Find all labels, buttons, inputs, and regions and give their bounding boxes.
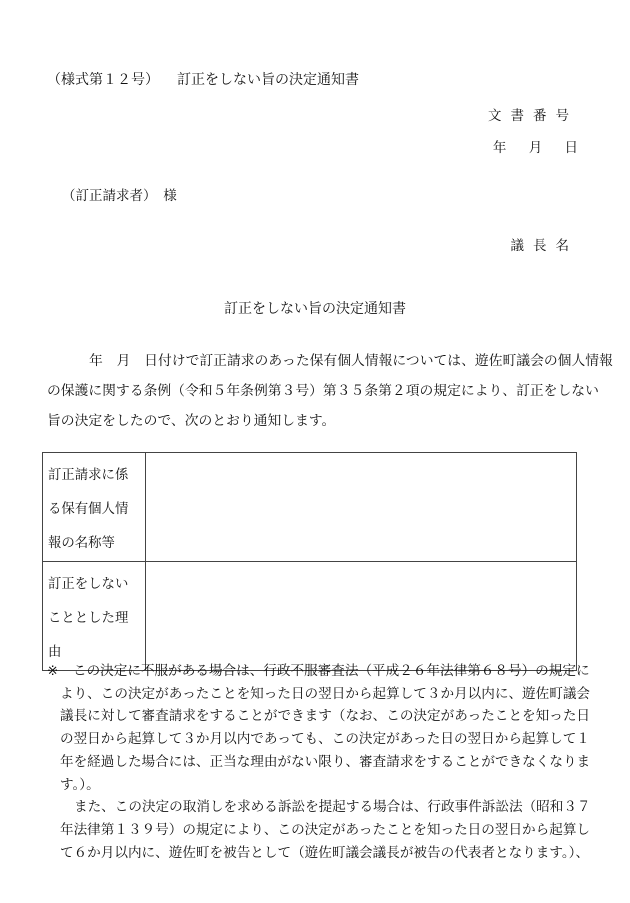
- row2-label-line-1: 訂正をしない: [48, 577, 129, 592]
- document-number-label: 文書番号: [488, 108, 578, 124]
- row2-label-line-3: 由: [48, 645, 62, 660]
- document-title: 訂正をしない旨の決定通知書: [224, 301, 406, 317]
- note-para1-line-6: す。）。: [60, 776, 100, 793]
- info-table: [42, 452, 577, 671]
- note-para1-line-2: より、この決定があったことを知った日の翌日から起算して３か月以内に、遊佐町議会: [60, 685, 591, 702]
- note-para2-line-3: て６か月以内に、遊佐町を被告として（遊佐町議会議長が被告の代表者となります。）、: [60, 844, 590, 861]
- form-heading: [47, 69, 359, 89]
- form-number: （様式第１２号）: [47, 72, 159, 88]
- body-line-2: の保護に関する条例（令和５年条例第３号）第３５条第２項の規定により、訂正をしない: [47, 383, 599, 399]
- row1-label-line-3: 報の名称等: [48, 536, 115, 551]
- row2-value-cell: [146, 562, 577, 671]
- note-para1-line-1: [47, 660, 590, 683]
- note-para2-line-2: 年法律第１３９号）の規定により、この決定があったことを知った日の翌日から起算し: [60, 821, 591, 838]
- body-line-3: 旨の決定をしたので、次のとおり通知します。: [47, 413, 336, 429]
- note-para2-line-1: また、この決定の取消しを求める訴訟を提起する場合は、行政事件訴訟法（昭和３７: [74, 799, 591, 816]
- row1-label-line-2: る保有個人情: [48, 502, 129, 517]
- note-para1-line-4: の翌日から起算して３か月以内であっても、この決定があった日の翌日から起算して１: [60, 731, 590, 748]
- row1-value-cell: [146, 453, 577, 562]
- requester-label: （訂正請求者） 様: [62, 188, 177, 204]
- date-label: 年 月 日: [492, 140, 578, 156]
- body-line-1: 年 月 日付けで訂正請求のあった保有個人情報については、遊佐町議会の個人情報: [89, 353, 613, 369]
- chair-name-label: 議長名: [510, 238, 578, 254]
- table-row: [43, 453, 577, 562]
- table-row: [43, 562, 577, 671]
- row2-label-cell: [43, 562, 146, 671]
- note-mark: ※: [47, 663, 59, 679]
- note-para1-line-3: 議長に対して審査請求をすることができます（なお、この決定があったことを知った日: [60, 708, 591, 725]
- note-para1-line-5: 年を経過した場合には、正当な理由がない限り、審査請求をすることができなくなりま: [60, 753, 591, 770]
- row2-label-line-2: こととした理: [48, 611, 129, 626]
- note-para1-text-1: この決定に不服がある場合は、行政不服審査法（平成２６年法律第６８号）の規定に: [73, 663, 590, 679]
- row1-label-cell: [43, 453, 146, 562]
- form-title: 訂正をしない旨の決定通知書: [177, 72, 359, 88]
- notes-section: [47, 660, 591, 864]
- row1-label-line-1: 訂正請求に係: [48, 468, 129, 483]
